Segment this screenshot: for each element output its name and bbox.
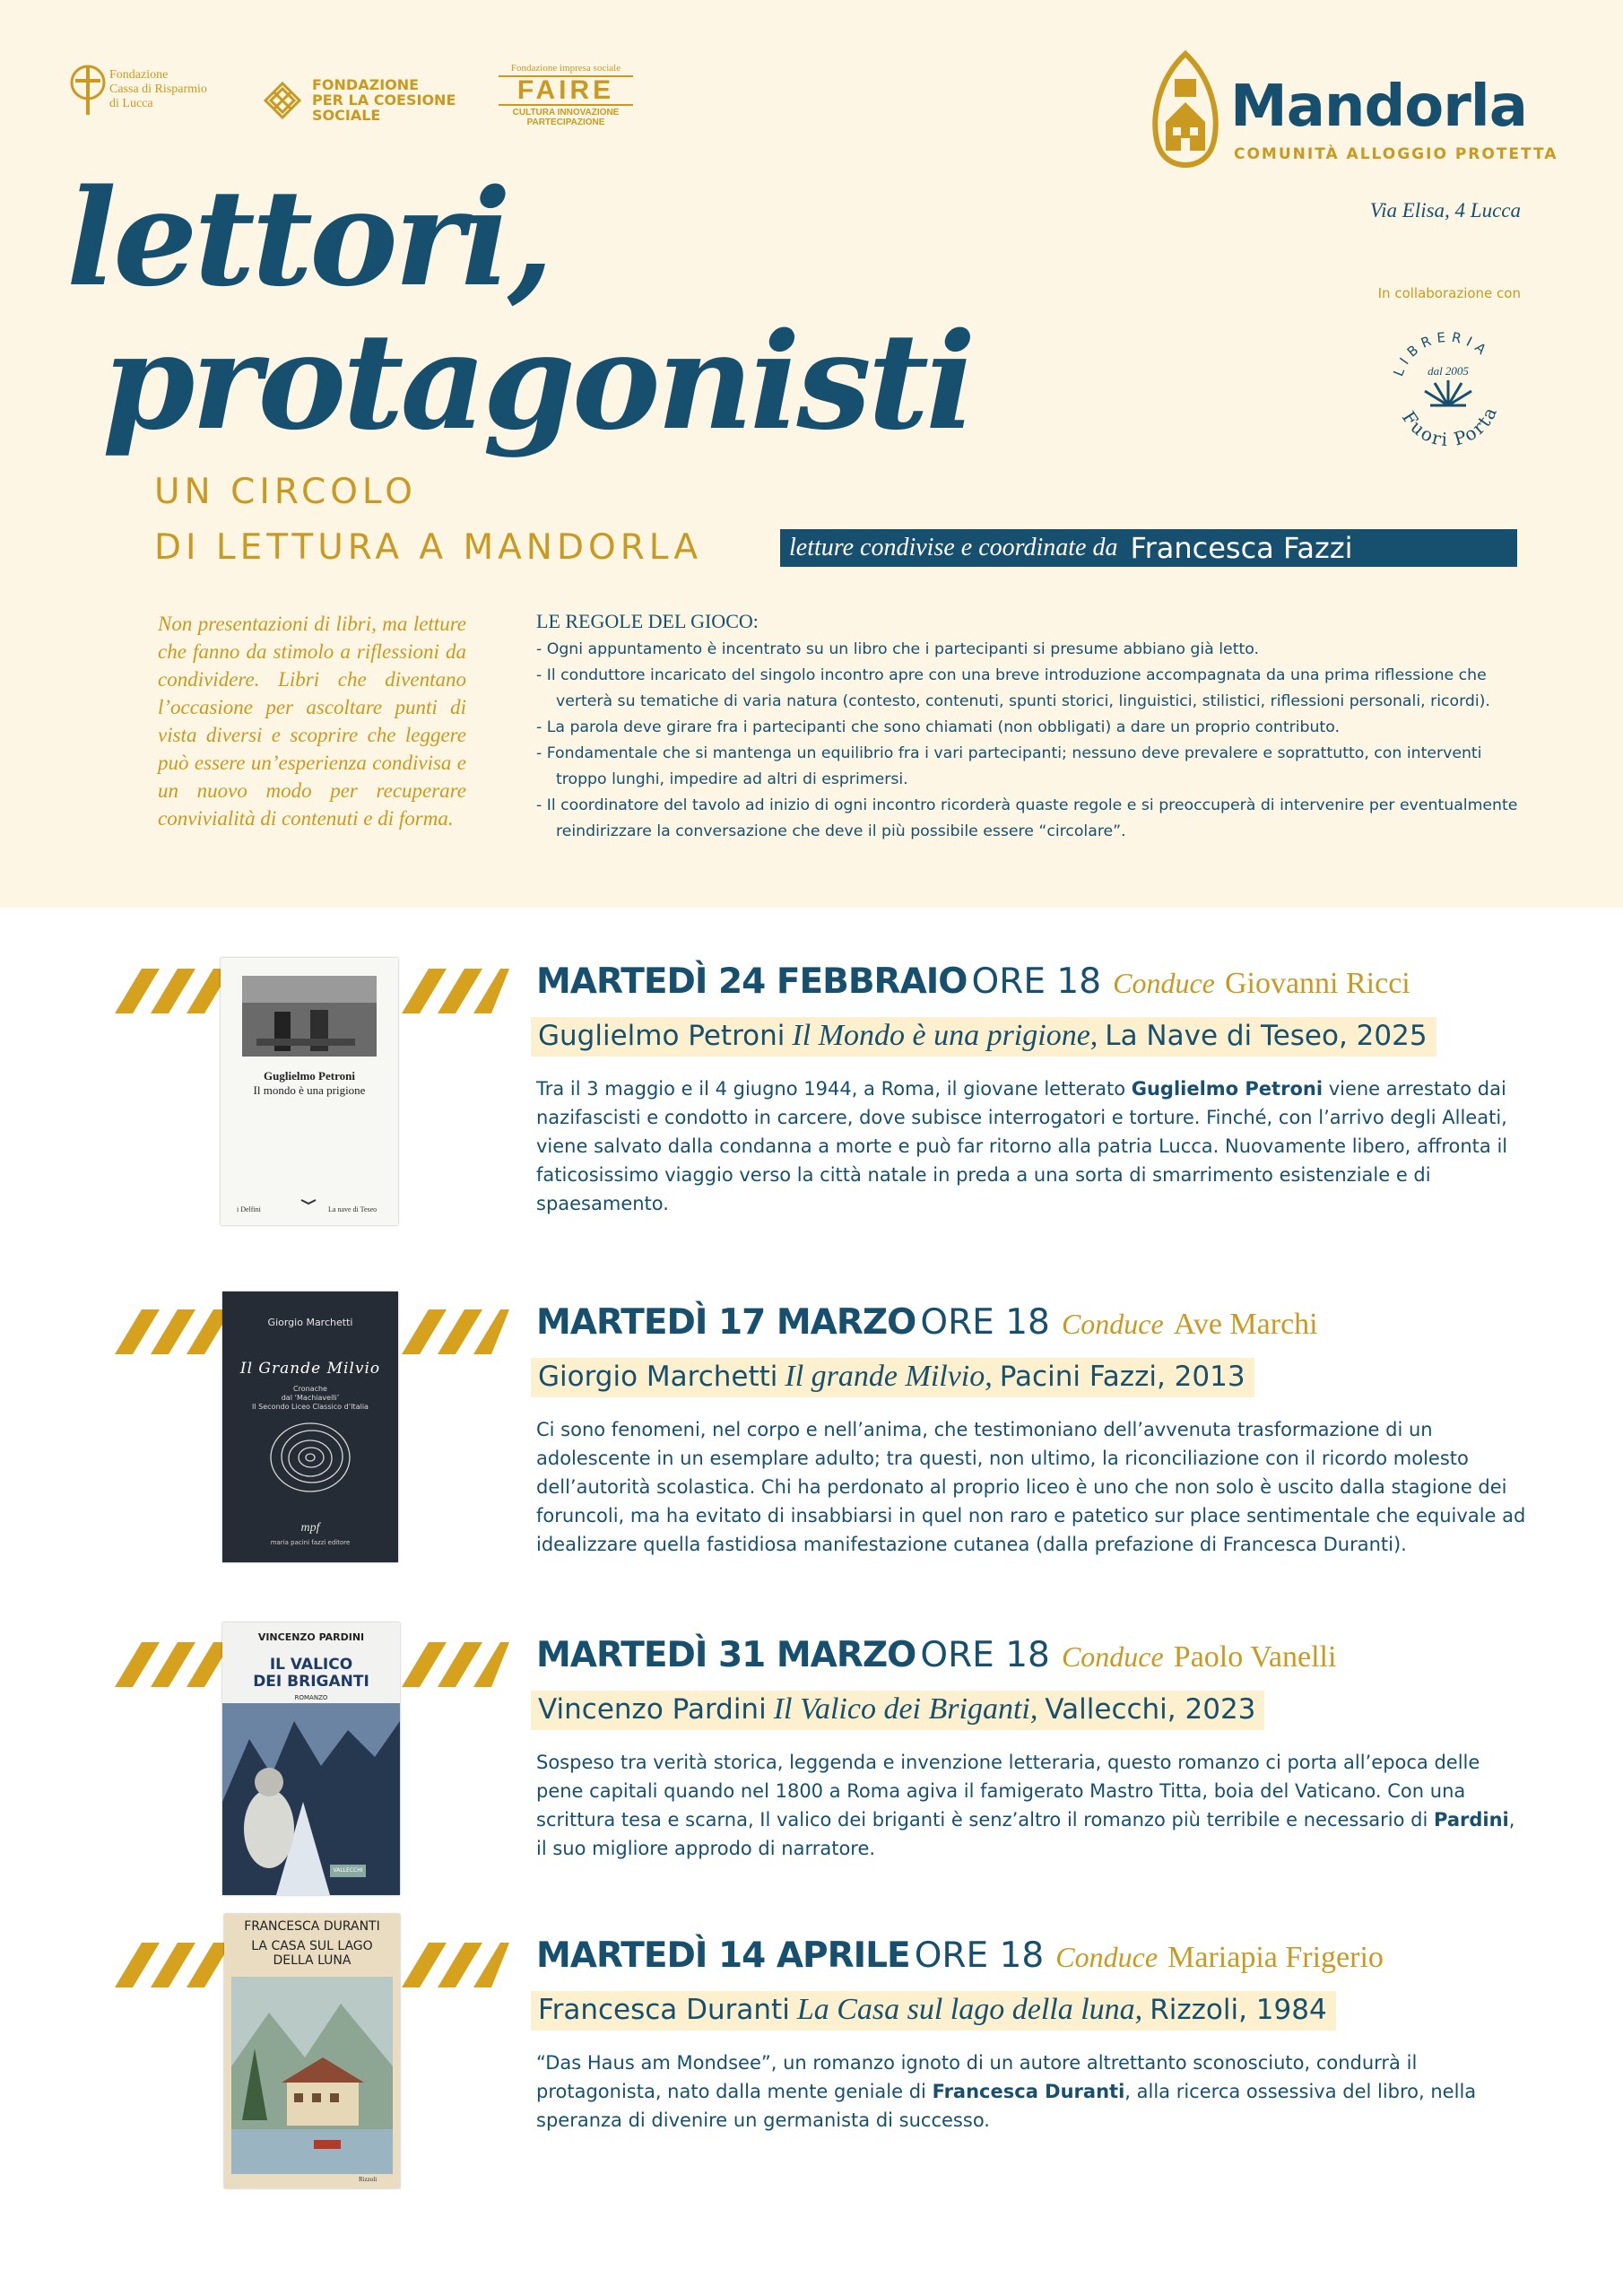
faire-bottom-line: CULTURA INNOVAZIONE [512, 108, 620, 117]
cross-logo-icon [70, 63, 106, 117]
address: Via Elisa, 4 Lucca [1369, 199, 1521, 222]
book-publisher: Rizzoli, 1984 [1150, 1994, 1327, 2026]
book-publisher: Vallecchi, 2023 [1045, 1693, 1256, 1726]
brand-name: Mandorla [1230, 74, 1527, 140]
fcrl-line: Fondazione [109, 68, 169, 82]
coordinator-label: letture condivise e coordinate da [789, 534, 1118, 561]
fcs-line: FONDAZIONE [312, 76, 420, 93]
rules-list [536, 637, 1523, 845]
logo-fondazione-coesione-sociale [262, 77, 456, 123]
coordinator-banner [780, 529, 1517, 567]
rule-item: - Il conduttore incaricato del singolo incontro apre con una breve introduzione accompagnata da una prima riflessione che verterà su tematiche di varia natura (contesto, contenuti, spunti storici, linguistici, stilistici, riflessioni personali, ricordi). [536, 666, 1490, 710]
desc-text: Sospeso tra verità storica, leggenda e invenzione letteraria, questo romanzo ci porta all’epoca delle pene capitali quando nel 1800 a Roma agiva il famigerato Mastro Titta, boia del Vaticano. Con una scrittura tesa e scarna, Il valico dei briganti è senz’altro il romanzo più terribile e necessario di [536, 1752, 1480, 1831]
cover-genre: ROMANZO [294, 1694, 328, 1701]
fcrl-line: di Lucca [109, 97, 153, 110]
event-time: ORE 18 [914, 1935, 1045, 1976]
bookshop-name: Fuori Porta [1397, 402, 1502, 451]
cover-title-line: DEI BRIGANTI [253, 1673, 369, 1691]
desc-text: , alla ricerca ossessiva del libro, nella speranza di divenire un germanista di successo. [536, 2081, 1477, 2131]
event-date: MARTEDÌ 24 FEBBRAIO [536, 961, 968, 1002]
cover-title [224, 1939, 400, 1968]
event-conduct-label: Conduce [1113, 967, 1215, 999]
event-conduct-label: Conduce [1055, 1941, 1159, 1973]
event-host: Ave Marchi [1173, 1308, 1318, 1341]
subtitle-line1: UN CIRCOLO [154, 472, 417, 512]
cover-subtitle [222, 1385, 398, 1412]
faire-top-label: Fondazione impresa sociale [510, 63, 621, 74]
rule-item: - Fondamentale che si mantenga un equilibrio fra i vari partecipanti; nessuno deve prevalere e soprattutto, con interventi troppo lunghi, impedire ad altri di esprimersi. [536, 744, 1482, 788]
spiral-icon [265, 1417, 355, 1498]
coordinator-name: Francesca Fazzi [1130, 531, 1353, 565]
desc-bold: Pardini [1434, 1809, 1509, 1831]
event-conduct-label: Conduce [1061, 1640, 1164, 1673]
fcs-line: SOCIALE [312, 107, 381, 124]
desc-text: Tra il 3 maggio e il 4 giugno 1944, a Roma, il giovane letterato [536, 1078, 1132, 1100]
cover-publisher: Rizzoli [359, 2176, 378, 2183]
event-time: ORE 18 [920, 1302, 1050, 1343]
subtitle-line2: DI LETTURA A MANDORLA [154, 527, 703, 568]
event-conduct-label: Conduce [1061, 1308, 1164, 1340]
event-header [536, 1635, 1336, 1675]
cover-author: FRANCESCA DURANTI [244, 1919, 380, 1934]
event-header [536, 1302, 1318, 1343]
event-description [536, 1748, 1526, 1863]
event-time: ORE 18 [920, 1635, 1050, 1675]
logo-fondazione-cassa-risparmio-lucca [70, 63, 207, 117]
cover-title [222, 1657, 400, 1691]
book-cover-il-grande-milvio [222, 1292, 398, 1562]
event-host: Paolo Vanelli [1173, 1640, 1337, 1674]
almond-house-logo-icon [1148, 50, 1223, 169]
main-title-line1: lettori, [66, 160, 551, 316]
book-title: La Casa sul lago della luna, [796, 1993, 1143, 2026]
rule-item: - Ogni appuntamento è incentrato su un libro che i partecipanti si presume abbiano già letto. [536, 640, 1260, 658]
book-publisher: La Nave di Teseo, 2025 [1105, 1020, 1428, 1052]
book-title: Il Valico dei Briganti, [773, 1692, 1038, 1726]
cover-mark: mpf [300, 1521, 320, 1535]
cover-author: Guglielmo Petroni [264, 1069, 355, 1083]
faire-name: FAIRE [499, 75, 633, 106]
event-date: MARTEDÌ 14 APRILE [536, 1935, 910, 1976]
event-1 [0, 961, 1623, 1257]
event-host: Giovanni Ricci [1224, 967, 1410, 1000]
rule-item: - Il coordinatore del tavolo ad inizio di ogni incontro ricorderà quaste regole e si preoccuperà di intervenire per eventualmente reindirizzare la conversazione che deve il più possibile essere “circolare”. [536, 796, 1518, 840]
cover-title: Il mondo è una prigione [253, 1083, 366, 1097]
event-book [531, 1017, 1436, 1057]
event-description [536, 2048, 1526, 2135]
event-time: ORE 18 [971, 961, 1102, 1002]
event-header [536, 961, 1410, 1002]
cover-publisher: maria pacini fazzi editore [270, 1539, 351, 1546]
rule-item: - La parola deve girare fra i partecipanti che sono chiamati (non obbligati) a dare un proprio contributo. [536, 718, 1340, 736]
logo-fondazione-faire [499, 63, 633, 127]
main-title-line2: protagonisti [102, 303, 973, 459]
cover-subtitle-line: Il Secondo Liceo Classico d’Italia [252, 1403, 369, 1411]
book-cover-la-casa-sul-lago-della-luna [224, 1914, 400, 2188]
event-host: Mariapia Frigerio [1167, 1941, 1384, 1974]
fcs-line: PER LA COESIONE [312, 91, 456, 109]
fcrl-line: Cassa di Risparmio [109, 83, 207, 96]
cover-subtitle-line: dal ‘Machiavelli’ [281, 1394, 340, 1402]
book-author: Francesca Duranti [538, 1994, 790, 2026]
cover-title-line: DELLA LUNA [273, 1953, 352, 1968]
desc-text: “Das Haus am Mondsee”, un romanzo ignoto di un autore altrettanto sconosciuto, condurrà il protagonista, nato dalla mente geniale di [536, 2052, 1418, 2102]
cover-author: VINCENZO PARDINI [257, 1631, 365, 1643]
book-author: Guglielmo Petroni [538, 1020, 785, 1052]
bookshop-arc-text: LIBRERIA [1390, 328, 1494, 379]
book-cover-il-valico-dei-briganti [222, 1622, 400, 1895]
desc-bold: Guglielmo Petroni [1131, 1078, 1324, 1100]
intro-text: Non presentazioni di libri, ma letture che fanno da stimolo a riflessioni da condividere. Libri che diventano l’occasione per ascoltare punti di vista diversi e scoprire che leggere può essere un’esperienza condivisa e un nuovo modo per recuperare convivialità di contenuti e di forma. [158, 613, 466, 830]
book-title: Il Mondo è una prigione, [792, 1019, 1098, 1052]
libreria-fuori-porta-logo [1381, 319, 1515, 454]
cover-author: Giorgio Marchetti [267, 1317, 353, 1328]
cover-title-line: LA CASA SUL LAGO [251, 1939, 373, 1953]
desc-text: , il suo migliore approdo di narratore. [536, 1809, 1515, 1859]
book-title: Il grande Milvio, [785, 1360, 993, 1393]
knot-logo-icon [262, 80, 303, 121]
desc-text: viene arrestato dai nazifascisti e condotto in carcere, dove subisce interrogatori e torture. Finché, con l’arrivo degli Alleati, viene salvato dalla condanna a morte e può far ritorno alla patria Lucca. Nuovamente libero, affronta il faticosissimo viaggio verso la città natale in preda a una sorta di smarrimento esistenziale e di spaesamento. [536, 1078, 1508, 1214]
cover-publisher: VALLECCHI [333, 1867, 363, 1874]
event-book [531, 1691, 1264, 1730]
event-date: MARTEDÌ 31 MARZO [536, 1635, 916, 1675]
desc-bold: Francesca Duranti [932, 2081, 1125, 2102]
event-header [536, 1935, 1384, 1976]
book-publisher: Pacini Fazzi, 2013 [999, 1361, 1245, 1393]
sun-rays-icon [1425, 380, 1471, 405]
book-author: Giorgio Marchetti [538, 1361, 778, 1393]
book-author: Vincenzo Pardini [538, 1693, 767, 1726]
event-2 [0, 1302, 1623, 1598]
event-book [531, 1991, 1336, 2031]
faire-bottom-line: PARTECIPAZIONE [526, 117, 605, 127]
rules-title: LE REGOLE DEL GIOCO: [536, 610, 759, 632]
cover-series: i Delfini [237, 1205, 261, 1213]
brand-subtitle: COMUNITÀ ALLOGGIO PROTETTA [1234, 145, 1558, 163]
event-description [536, 1074, 1526, 1218]
event-3 [0, 1631, 1623, 1931]
cover-title: Il Grande Milvio [239, 1360, 381, 1378]
event-description [536, 1415, 1526, 1559]
book-cover-il-mondo-e-una-prigione [221, 958, 398, 1225]
collaboration-label: In collaborazione con [1377, 285, 1521, 301]
bookshop-since: dal 2005 [1428, 364, 1469, 378]
cover-title-line: IL VALICO [269, 1656, 353, 1674]
desc-text: Ci sono fenomeni, nel corpo e nell’anima, che testimoniano dell’avvenuta trasformazione di un adolescente in un esemplare adulto; tra questi, non ultimo, la riconciliazione con il ricordo molesto dell’autorità scolastica. Chi ha perdonato al proprio liceo è uno che non solo è uscito dalla stagione dei foruncoli, ma ha evitato di insabbiarsi in quel non raro e patetico sur place sentimentale che equivale ad idealizzare quella fastidiosa manifestazione cutanea (dalla prefazione di Francesca Duranti). [536, 1419, 1526, 1555]
event-book [531, 1358, 1254, 1397]
event-4 [0, 1919, 1623, 2231]
cover-subtitle-line: Cronache [293, 1385, 327, 1393]
cover-publisher: La nave di Teseo [328, 1205, 378, 1213]
event-date: MARTEDÌ 17 MARZO [536, 1302, 916, 1343]
